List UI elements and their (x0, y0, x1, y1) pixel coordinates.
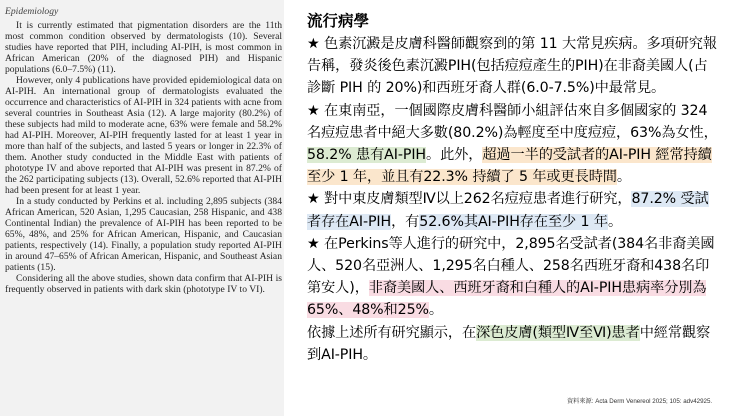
highlight-green: 深色皮膚(類型Ⅳ至Ⅵ)患者 (476, 324, 640, 341)
excerpt-paragraph: However, only 4 publications have provided epidemiological data on AI-PIH. An international group of dermatologists evaluated the occurrence and characteristics of AI-PIH in 324 patients with acne from several countries in Southeast Asia (12). A large majority (80.2%) of these subjects had mild to moderate acne, 63% were female and 58.2% had AI-PIH. Moreover, AI-PIH frequently lasted for at least 1 year in more than half of the subjects, and lasted 5 years or longer in 22.3% of them. Another study conducted in the Middle East with patients of phototype IV and above reported that AI-PIH was present in 87.2% of the 262 participating subjects (13). Overall, 52.6% reported that AI-PIH had been present for at least 1 year. (5, 75, 282, 196)
summary-text: 。此外， (425, 147, 483, 164)
chinese-summary (307, 10, 719, 366)
summary-bullet-3 (307, 188, 719, 232)
summary-text: 中經常觀察到AI-PIH。 (307, 324, 711, 363)
summary-bullet-1: ★ 色素沉澱是皮膚科醫師觀察到的第 11 大常見疾病。多項研究報告稱，發炎後色素沉澱PIH(包括痘痘產生的PIH)在非裔美國人(占診斷 PIH 的 20%)和西班牙裔人群(6.0-7.5%)中最常見。 (307, 36, 717, 97)
highlight-pink: 非裔美國人、西班牙裔和白種人的AI-PIH患病率分別為65%、48%和25% (307, 280, 707, 319)
summary-bullet-4 (307, 233, 719, 322)
excerpt-heading: Epidemiology (5, 6, 59, 17)
source-citation: 資料來源: Acta Derm Venereol 2025; 105: adv42925. (567, 398, 713, 405)
summary-text: ★ 在東南亞，一個國際皮膚科醫師小組評估來自多個國家的 324名痘痘患者中絕大多數(80.2%)為輕度至中度痘痘，63%為女性， (307, 102, 718, 141)
highlight-blue: 87.2% 受試者存在AI-PIH (307, 191, 709, 230)
summary-title: 流行病學 (307, 12, 370, 30)
summary-text: ★ 對中東皮膚類型Ⅳ以上262名痘痘患者進行研究， (307, 191, 632, 208)
summary-text: 依據上述所有研究顯示，在 (307, 324, 477, 341)
summary-bullet-2 (307, 100, 719, 189)
highlight-green: 58.2% 患有AI-PIH (307, 147, 426, 164)
summary-text: 。 (607, 213, 623, 230)
highlight-orange: 超過一半的受試者的AI-PIH 經常持續至少 1 年，並且有22.3% 持續了 5 年或更長時間 (307, 147, 712, 186)
excerpt-paragraph: Considering all the above studies, shown data confirm that AI-PIH is frequently observed in patients with dark skin (phototype IV to VI). (5, 273, 282, 295)
excerpt-paragraph: In a study conducted by Perkins et al. including 2,895 subjects (384 African American, 520 Asian, 1,295 Caucasian, 258 Hispanic, and 438 Continental Indian) the prevalence of AI-PIH has been reported to be 65%, 48%, and 25% for African American, Hispanic, and Caucasian patients, respectively (14). Finally, a population study reported AI-PIH in around 47–65% of African American, Hispanic, and Southeast Asian patients (15). (5, 196, 282, 273)
article-excerpt (5, 6, 282, 295)
highlight-blue: 52.6%其AI-PIH存在至少 1 年 (419, 213, 608, 230)
summary-text: ★ 在Perkins等人進行的研究中，2,895名受試者(384名非裔美國人、520名亞洲人、1,295名白種人、258名西班牙裔和438名印第安人)， (307, 235, 715, 297)
summary-text: 。 (616, 169, 631, 186)
summary-conclusion (307, 322, 719, 366)
summary-text: 。 (428, 302, 443, 319)
excerpt-paragraph: It is currently estimated that pigmentation disorders are the 11th most common condition observed by dermatologists (10). Several studies have reported that PIH, including AI-PIH, is most common in African American (20% of the diagnosed PIH) and Hispanic populations (6.0–7.5%) (11). (5, 20, 282, 75)
article-excerpt-panel (0, 0, 284, 416)
summary-text: ，有 (391, 213, 420, 230)
